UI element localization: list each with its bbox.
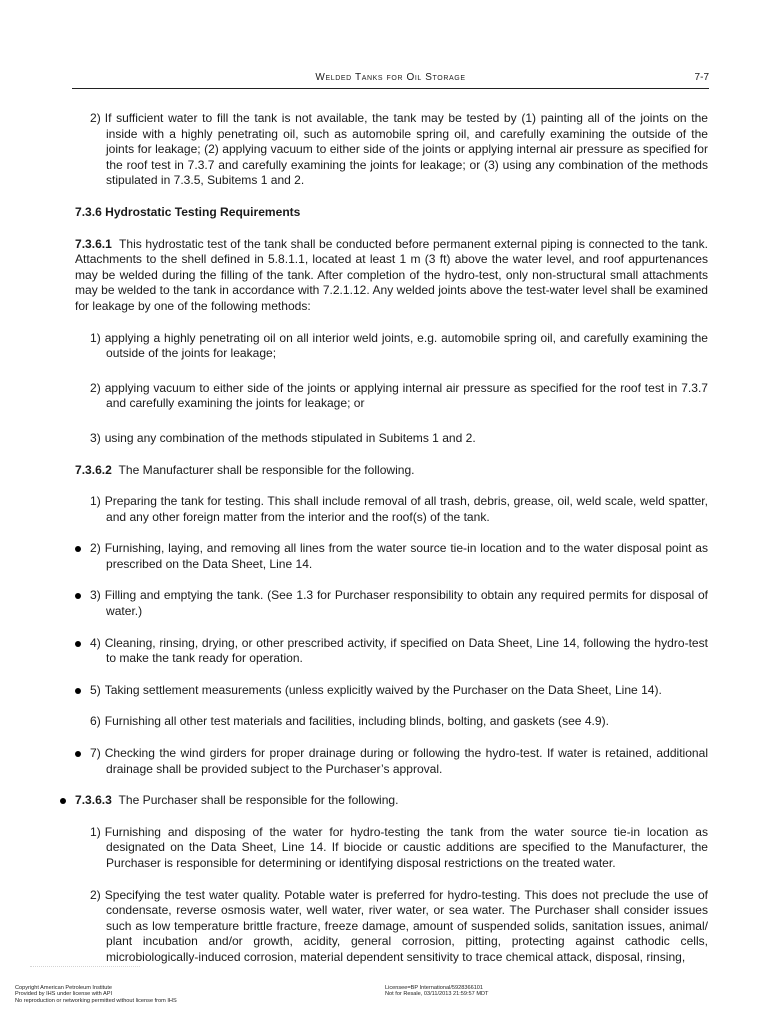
running-header	[72, 72, 709, 86]
change-bullet-icon	[75, 751, 81, 757]
list-item	[90, 714, 708, 730]
document-body	[75, 111, 708, 966]
paragraph-text: The Purchaser shall be responsible for the following.	[118, 793, 399, 808]
list-item	[90, 888, 708, 966]
list-item-number: 2)	[90, 541, 101, 556]
list-item	[90, 541, 708, 572]
change-bullet-icon	[75, 593, 81, 599]
list-item-text: If sufficient water to fill the tank is not available, the tank may be tested by (1) painting all of the joints on the inside with a highly penetrating oil, such as automobile spring oil, and carefully examining the outside of the joints for leakage; (2) applying vacuum to either side of the joints or applying internal air pressure as specified for the roof test in 7.3.7 and carefully examining the joints for leakage; or (3) using any combination of the methods stipulated in 7.3.5, Subitems 1 and 2.	[104, 111, 708, 188]
list-item-text: applying a highly penetrating oil on all interior weld joints, e.g. automobile spring oil, and carefully examining the outside of the joints for leakage;	[104, 330, 708, 361]
footer-line: No reproduction or networking permitted without license from IHS	[15, 997, 177, 1004]
list-item-number: 1)	[90, 494, 101, 509]
list-item-text: Cleaning, rinsing, drying, or other prescribed activity, if specified on Data Sheet, Line 14, following the hydro-test to make the tank ready for operation.	[104, 635, 708, 666]
change-bullet-icon	[75, 641, 81, 647]
footer-line: Provided by IHS under license with API	[15, 991, 113, 998]
running-header-title: Welded Tanks for Oil Storage	[315, 72, 466, 83]
list-item	[90, 636, 708, 667]
footer-line: Licensee=BP International/5928366101	[385, 985, 484, 991]
list-item-number: 3)	[90, 430, 101, 445]
list-item-number: 7)	[90, 746, 101, 761]
list-item	[90, 381, 708, 412]
list-item	[90, 431, 708, 447]
list-item-text: Preparing the tank for testing. This shall include removal of all trash, debris, grease, oil, weld scale, weld spatter, and any other foreign matter from the interior and the roof(s) of the tank.	[104, 494, 708, 524]
paragraph-7-3-6-2	[75, 463, 708, 479]
footer-line: Not for Resale, 03/11/2013 21:59:57 MDT	[385, 991, 489, 998]
list-item-text: Furnishing, laying, and removing all lines from the water source tie-in location and to the water disposal point as prescribed on the Data Sheet, Line 14.	[104, 541, 708, 571]
clause-number: 7.3.6.1	[75, 236, 112, 251]
list-item	[90, 683, 708, 699]
change-bullet-icon	[60, 798, 66, 804]
list-item-text: Filling and emptying the tank. (See 1.3 for Purchaser responsibility to obtain any required permits for disposal of water.)	[104, 588, 708, 619]
footer-copyright	[15, 985, 177, 1004]
paragraph-text: The Manufacturer shall be responsible for the following.	[118, 462, 415, 477]
list-item-text: Furnishing and disposing of the water for hydro-testing the tank from the water source tie-in location as designated on the Data Sheet, Line 14. If biocide or caustic additions are specified to the Manufacturer, the Purchaser is responsible for determining or identifying disposal restrictions on the treated water.	[104, 824, 708, 870]
list-item	[90, 331, 708, 362]
list-item	[90, 746, 708, 777]
list-item-text: applying vacuum to either side of the joints or applying internal air pressure as specified for the roof test in 7.3.7 and carefully examining the joints for leakage; or	[104, 380, 708, 411]
list-item-text: Furnishing all other test materials and facilities, including blinds, bolting, and gaskets (see 4.9).	[104, 714, 609, 729]
list-item-number: 3)	[90, 588, 101, 603]
list-item-text: Checking the wind girders for proper drainage during or following the hydro-test. If water is retained, additional drainage shall be provided subject to the Purchaser’s approval.	[104, 746, 708, 776]
faint-mark	[30, 966, 140, 969]
list-item-text: Specifying the test water quality. Potable water is preferred for hydro-testing. This does not preclude the use of condensate, reverse osmosis water, well water, river water, or sea water. The Purchaser shall consider issues such as low temperature brittle fracture, freeze damage, amount of suspended solids, sanitation issues, animal/ plant incubation and/or growth, acidity, general corrosion, pitting, protecting against cathodic cells, microbiologically-induced corrosion, material dependent sensitivity to trace chemical attack, disposal, rinsing,	[104, 887, 708, 964]
footer-line: Copyright American Petroleum Institute	[15, 985, 113, 991]
change-bullet-icon	[75, 688, 81, 694]
footer-license	[385, 985, 488, 998]
list-item-number: 2)	[90, 111, 101, 125]
list-item	[90, 111, 708, 189]
paragraph-7-3-6-3	[75, 793, 708, 809]
clause-number: 7.3.6.2	[75, 462, 112, 477]
list-item-number: 2)	[90, 887, 101, 902]
list-item-number: 6)	[90, 714, 101, 729]
paragraph-7-3-6-1	[75, 237, 708, 315]
list-item-number: 1)	[90, 330, 101, 345]
page-number: 7-7	[694, 72, 709, 83]
list-item-text: using any combination of the methods stipulated in Subitems 1 and 2.	[104, 430, 476, 445]
list-item	[90, 588, 708, 619]
list-item-number: 4)	[90, 635, 101, 650]
paragraph-text: This hydrostatic test of the tank shall be conducted before permanent external piping is connected to the tank. Attachments to the shell defined in 5.8.1.1, located at least 1 m (3 ft) above the water level, and roof appurtenances may be welded during the filling of the tank. After completion of the hydro-test, only non-structural small attachments may be welded to the tank in accordance with 7.2.1.12. Any welded joints above the test-water level shall be examined for leakage by one of the following methods:	[75, 236, 708, 313]
list-item-number: 5)	[90, 682, 101, 697]
list-item-number: 1)	[90, 824, 101, 839]
list-item	[90, 494, 708, 525]
list-item-text: Taking settlement measurements (unless explicitly waived by the Purchaser on the Data Sheet, Line 14).	[104, 682, 662, 697]
list-item-number: 2)	[90, 380, 101, 395]
list-item	[90, 825, 708, 872]
header-rule	[72, 88, 709, 89]
section-heading: 7.3.6 Hydrostatic Testing Requirements	[75, 204, 301, 219]
change-bullet-icon	[75, 546, 81, 552]
clause-number: 7.3.6.3	[75, 793, 112, 808]
